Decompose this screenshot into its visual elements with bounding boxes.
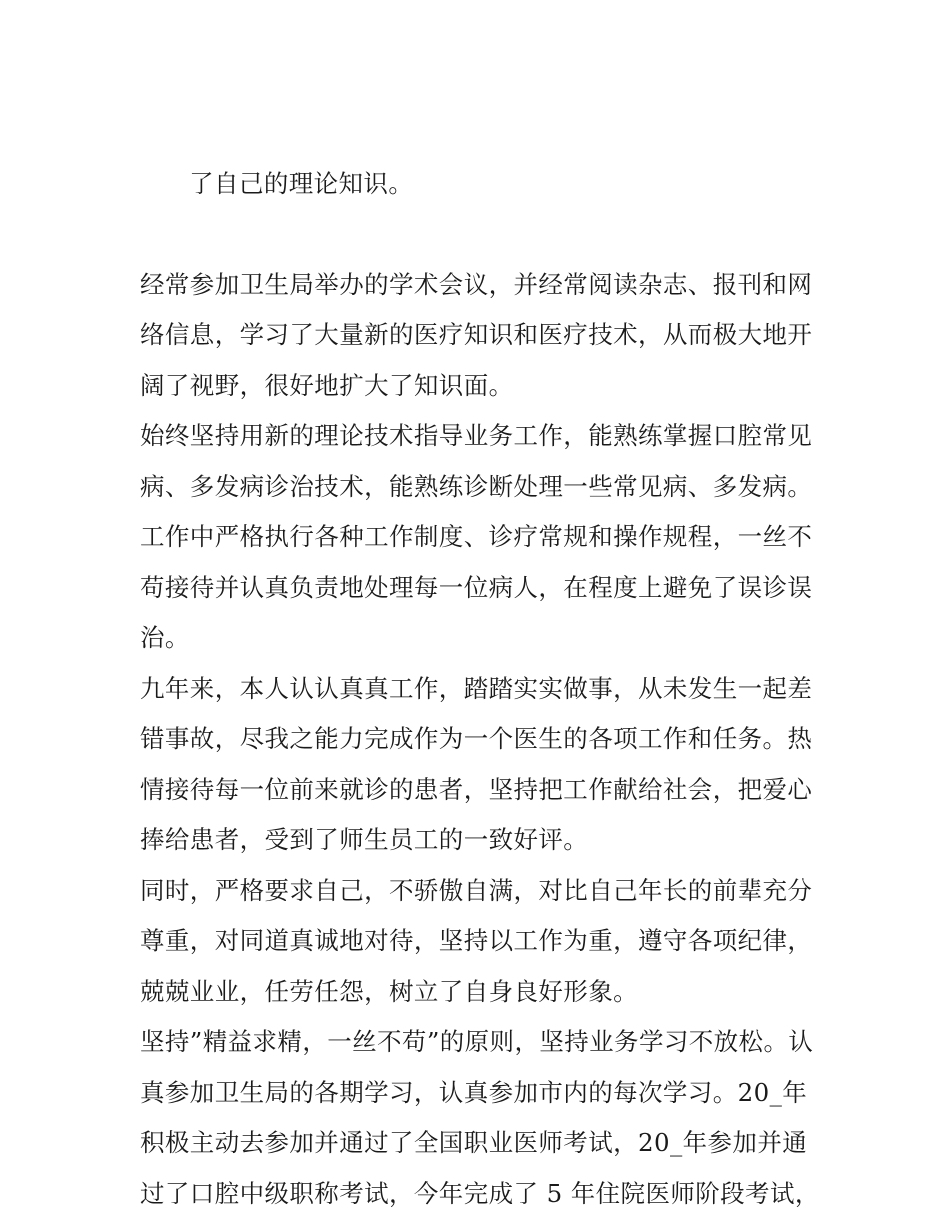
paragraph-1 [140,108,815,260]
paragraph-7 [140,1017,820,1219]
text-line: 九年来，本人认认真真工作，踏踏实实做事，从未发生一起差 [140,673,813,703]
text-line: 经常参加卫生局举办的学术会议，并经常阅读杂志、报刊和网 [140,269,813,299]
text-line: 络信息，学习了大量新的医疗知识和医疗技术，从而极大地开 [140,320,813,349]
text-line: 尊重，对同道真诚地对待，坚持以工作为重，遵守各项纪律， [140,926,813,955]
text-line: 苟接待并认真负责地处理每一位病人，在程度上避免了误诊误 [140,572,813,602]
text-line: 了自己的理论知识。 [189,168,414,198]
text-line: 坚持”精益求精，一丝不苟”的原则，坚持业务学习不放松。认 [140,1027,814,1056]
text-line: 兢兢业业，任劳任怨，树立了自身良好形象。 [140,976,638,1006]
text-line: 病、多发病诊治技术，能熟练诊断处理一些常见病、多发病。 [140,471,813,501]
document-body [140,108,820,1219]
paragraph-4 [140,512,815,664]
text-line: 始终坚持用新的理论技术指导业务工作，能熟练掌握口腔常见 [140,421,813,450]
paragraph-3 [140,411,815,512]
paragraph-2 [140,260,815,412]
paragraph-6 [140,866,815,1018]
text-line: 捧给患者，受到了师生员工的一致好评。 [140,825,589,854]
text-line: 治。 [140,623,190,652]
text-line: 同时，严格要求自己，不骄傲自满，对比自己年长的前辈充分 [140,875,813,905]
text-line: 积极主动去参加并通过了全国职业医师考试，20_年参加并通 [140,1128,808,1157]
text-line: 阔了视野，很好地扩大了知识面。 [140,370,514,400]
text-line: 真参加卫生局的各期学习，认真参加市内的每次学习。20_年 [140,1077,808,1107]
text-line: 工作中严格执行各种工作制度、诊疗常规和操作规程，一丝不 [140,522,813,551]
text-line: 过了口腔中级职称考试，今年完成了 5 年住院医师阶段考试， [140,1178,820,1208]
text-line: 情接待每一位前来就诊的患者，坚持把工作献给社会，把爱心 [140,774,813,804]
paragraph-5 [140,664,815,866]
text-line: 错事故，尽我之能力完成作为一个医生的各项工作和任务。热 [140,724,813,753]
